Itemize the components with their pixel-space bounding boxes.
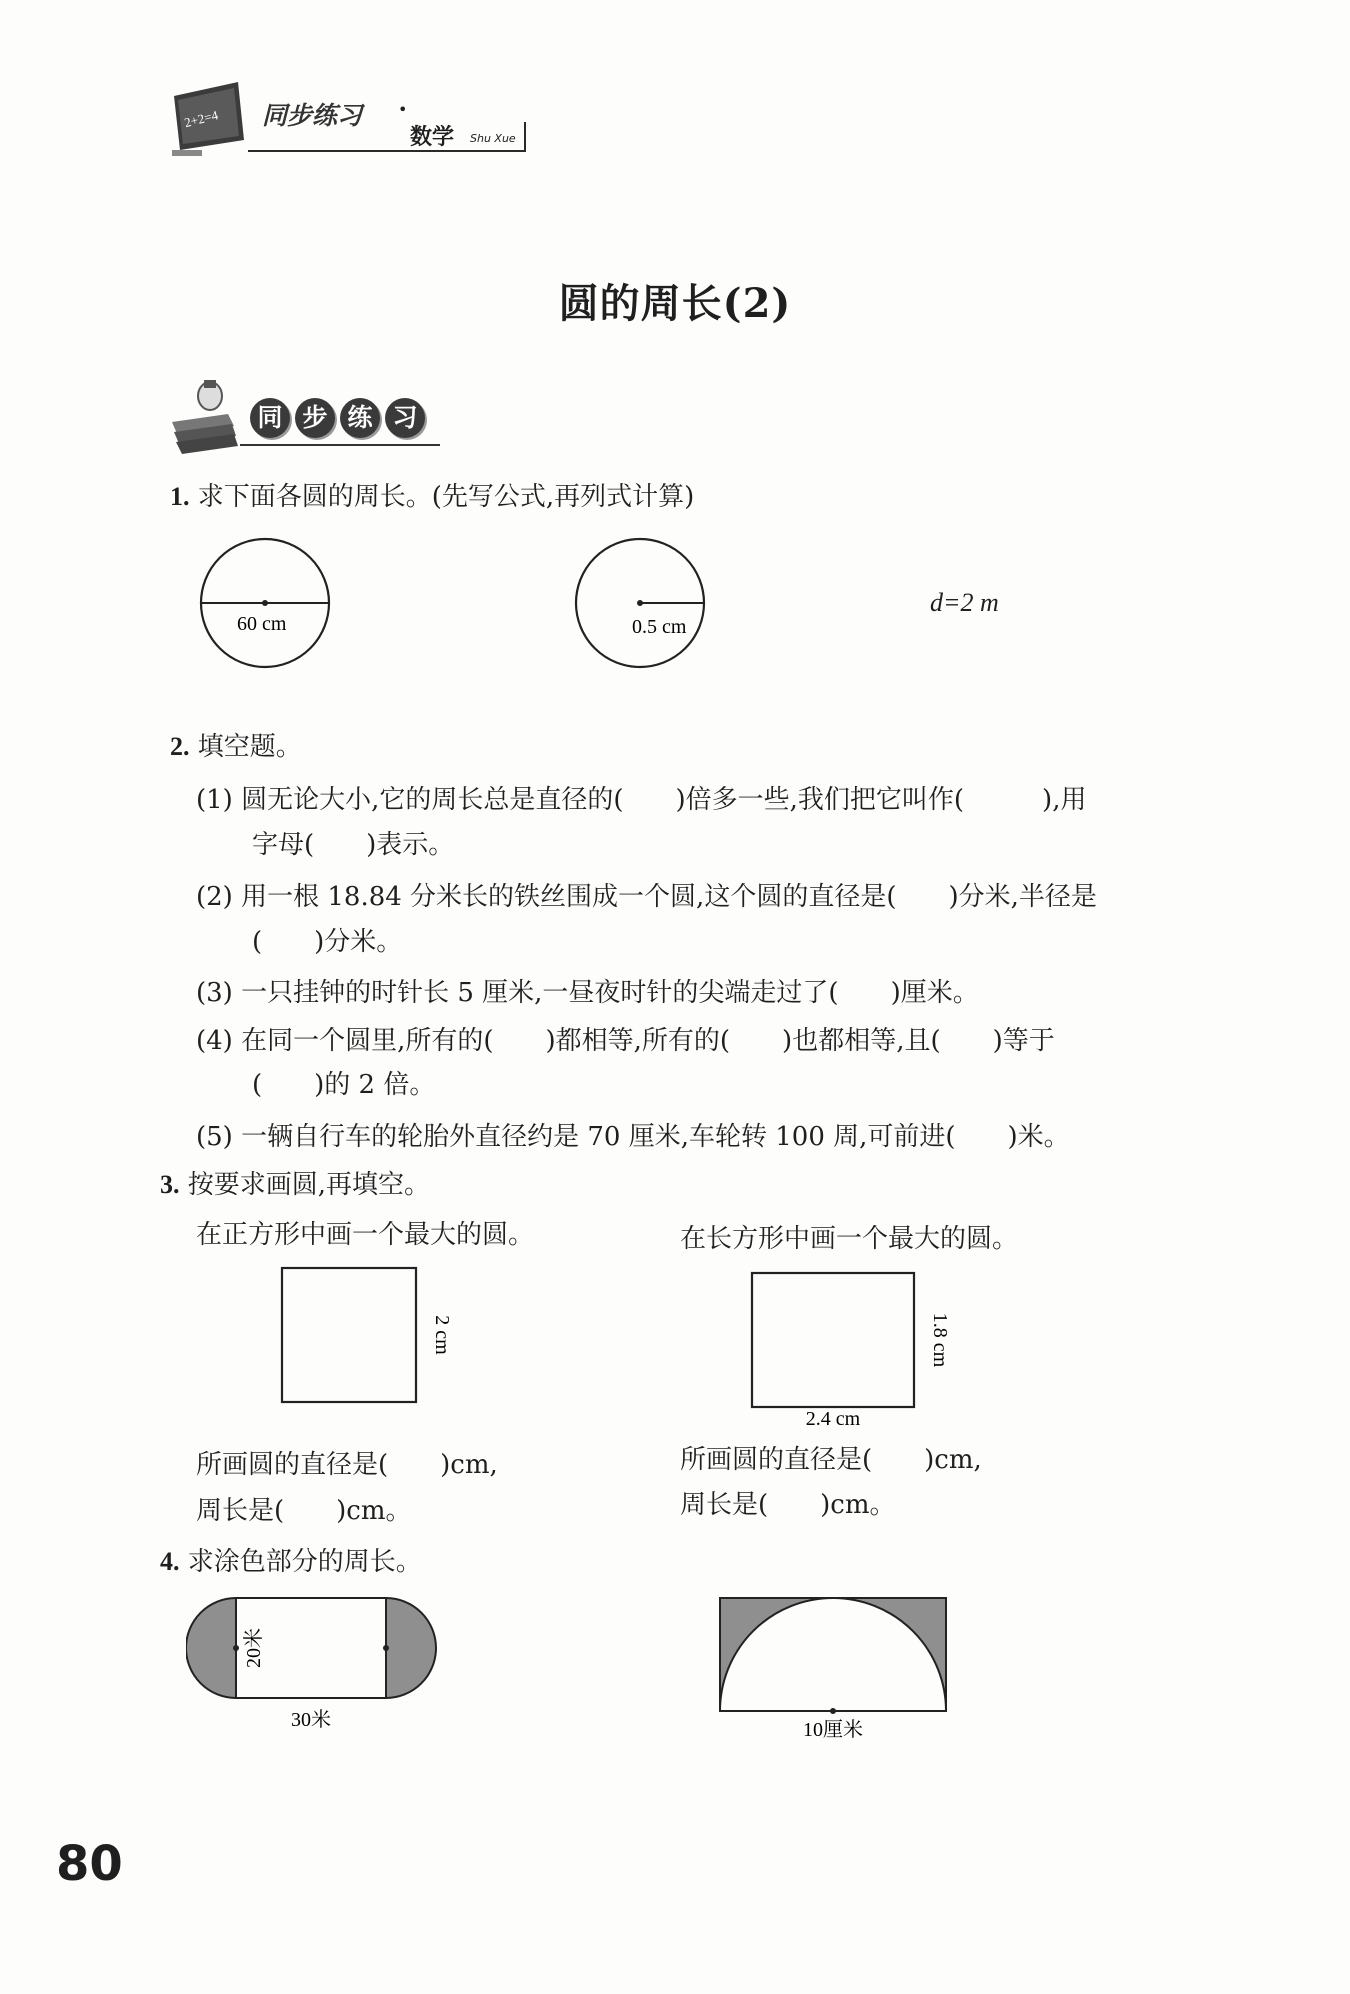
question-4	[160, 1545, 422, 1579]
page-number: 80	[56, 1836, 123, 1892]
banner-char: 同	[250, 398, 290, 438]
page-title: 圆的周长(2)	[558, 280, 792, 327]
logo-text: 2+2=4	[182, 107, 220, 131]
books-lamp-icon	[168, 374, 242, 454]
semicircle-in-rectangle-figure	[716, 1590, 956, 1740]
square-side-label: 2 cm	[431, 1315, 453, 1355]
rectangle-figure	[746, 1265, 976, 1427]
fill-item-2-cont: ( )分米。	[252, 927, 403, 957]
fill-item-4-cont: ( )的 2 倍。	[252, 1070, 436, 1100]
header-divider-end	[524, 122, 526, 152]
circle-label: 0.5 cm	[632, 616, 687, 638]
subject-pinyin: Shu Xue	[470, 132, 516, 145]
rectangle-answer-circumference: 周长是( )cm。	[680, 1490, 896, 1520]
square-answer-diameter: 所画圆的直径是( )cm,	[196, 1450, 498, 1480]
fill-item-2: (2) 用一根 18.84 分米长的铁丝围成一个圆,这个圆的直径是( )分米,半径是	[196, 882, 1097, 912]
fill-item-1: (1) 圆无论大小,它的周长总是直径的( )倍多一些,我们把它叫作( ),用	[196, 785, 1087, 815]
fill-item-1-cont: 字母( )表示。	[252, 830, 455, 860]
circle-label: 60 cm	[237, 613, 287, 635]
square-answer-circumference: 周长是( )cm。	[196, 1496, 412, 1526]
circle-figure-radius	[570, 535, 710, 675]
question-1	[170, 480, 694, 514]
question-number: 1.	[170, 482, 190, 511]
header-divider	[248, 150, 526, 152]
stadium-shape-figure	[186, 1590, 446, 1740]
square-figure	[276, 1260, 476, 1410]
question-number: 4.	[160, 1547, 180, 1576]
stadium-height-label: 20米	[243, 1628, 265, 1668]
header-dot: •	[398, 100, 408, 119]
banner-underline	[240, 444, 440, 446]
banner-char: 习	[385, 398, 425, 438]
question-text: 按要求画圆,再填空。	[187, 1170, 431, 1200]
question-text: 填空题。	[197, 732, 302, 762]
rectangle-height-label: 1.8 cm	[929, 1312, 951, 1368]
stadium-width-label: 30米	[291, 1709, 331, 1731]
question-3	[160, 1168, 430, 1202]
banner-char: 练	[340, 398, 380, 438]
circle-figure-diameter	[195, 535, 335, 675]
square-instruction: 在正方形中画一个最大的圆。	[196, 1220, 535, 1250]
rectangle-width-label: 2.4 cm	[805, 1408, 861, 1427]
rectangle-answer-diameter: 所画圆的直径是( )cm,	[680, 1445, 982, 1475]
question-text: 求下面各圆的周长。(先写公式,再列式计算)	[197, 482, 695, 512]
banner-char: 步	[295, 398, 335, 438]
fill-item-3: (3) 一只挂钟的时针长 5 厘米,一昼夜时针的尖端走过了( )厘米。	[196, 978, 979, 1008]
question-number: 3.	[160, 1170, 180, 1199]
diameter-given: d=2 m	[930, 588, 999, 617]
question-text: 求涂色部分的周长。	[187, 1547, 422, 1577]
chalkboard-logo-icon	[168, 78, 250, 160]
rectangle-instruction: 在长方形中画一个最大的圆。	[680, 1224, 1019, 1254]
question-2	[170, 730, 302, 764]
semicircle-diameter-label: 10厘米	[803, 1719, 863, 1740]
fill-item-5: (5) 一辆自行车的轮胎外直径约是 70 厘米,车轮转 100 周,可前进( )米。	[196, 1122, 1070, 1152]
series-title: 同步练习	[262, 101, 363, 130]
subject-label: 数学	[410, 125, 455, 150]
fill-item-4: (4) 在同一个圆里,所有的( )都相等,所有的( )也都相等,且( )等于	[196, 1026, 1055, 1056]
question-number: 2.	[170, 732, 190, 761]
